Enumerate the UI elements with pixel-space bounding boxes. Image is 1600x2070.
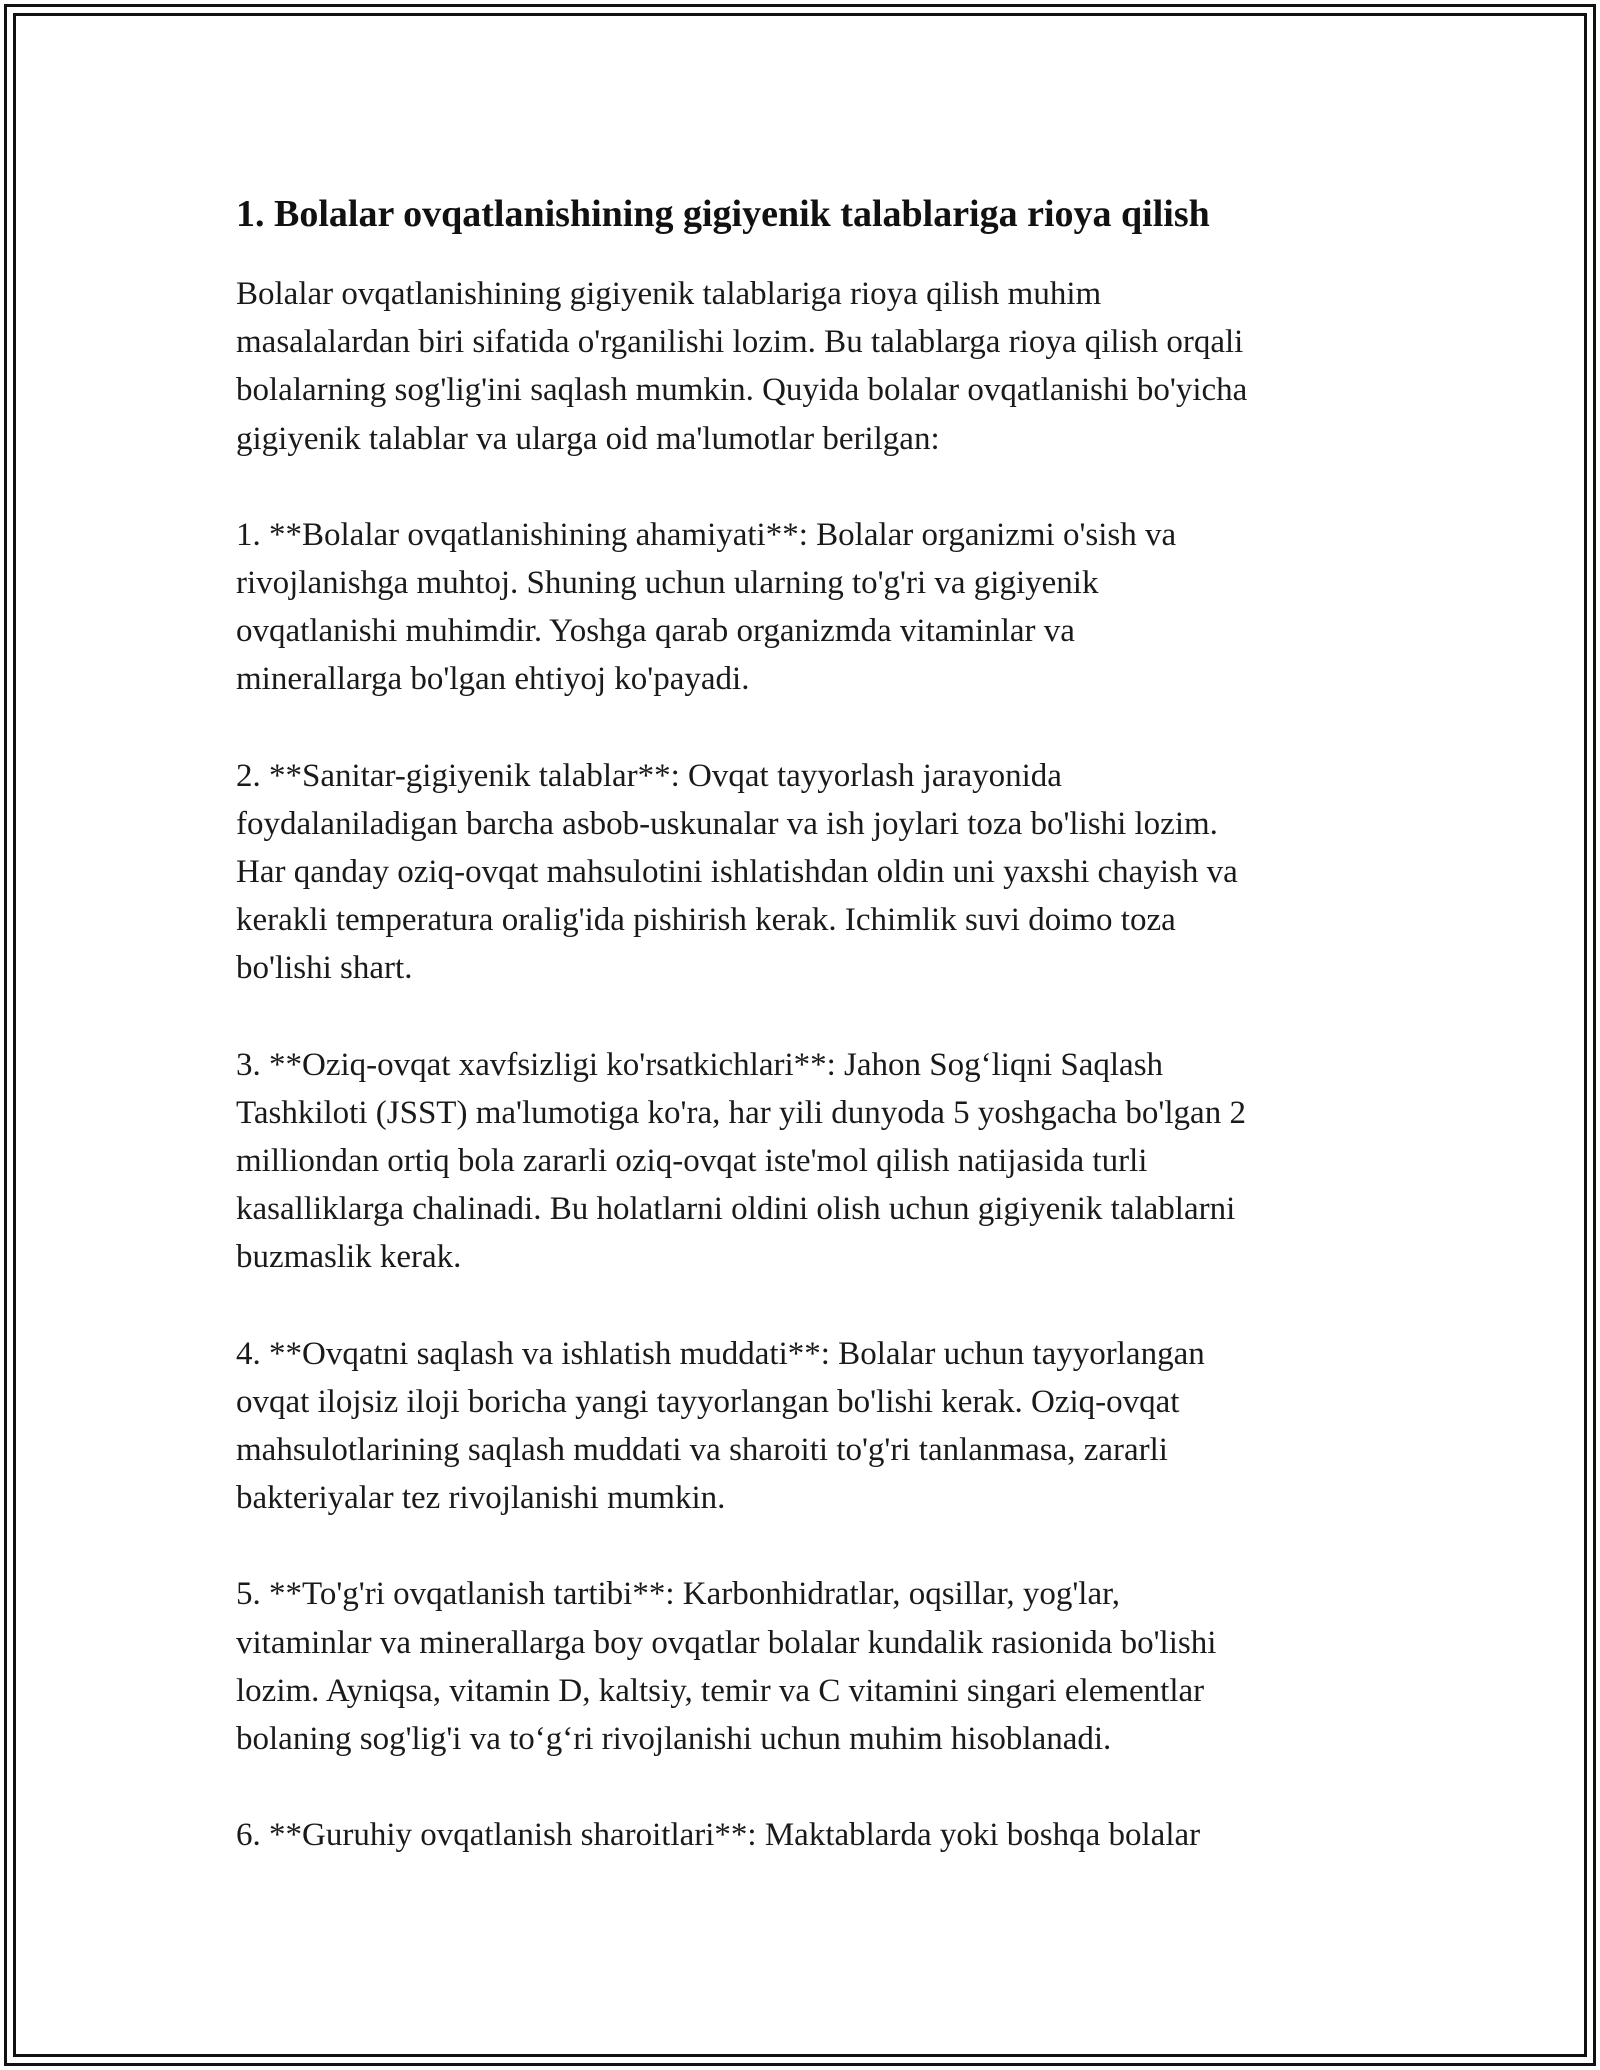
document-body	[236, 186, 1386, 1907]
item-5-paragraph: 5. **To'g'ri ovqatlanish tartibi**: Karbonhidratlar, oqsillar, yog'lar, vitaminlar va minerallarga boy ovqatlar bolalar kundalik rasionida bo'lishi lozim. Ayniqsa, vitamin D, kaltsiy, temir va C vitamini singari elementlar bolaning sog'lig'i va to‘g‘ri rivojlanishi uchun muhim hisoblanadi.	[236, 1576, 1217, 1758]
item-4-paragraph: 4. **Ovqatni saqlash va ishlatish muddati**: Bolalar uchun tayyorlangan ovqat ilojsiz iloji boricha yangi tayyorlangan bo'lishi kerak. Oziq-ovqat mahsulotlarining saqlash muddati va sharoiti to'g'ri tanlanmasa, zararli bakteriyalar tez rivojlanishi mumkin.	[236, 1335, 1205, 1517]
section-heading: 1. Bolalar ovqatlanishining gigiyenik talablariga rioya qilish	[236, 193, 1210, 235]
item-6-paragraph: 6. **Guruhiy ovqatlanish sharoitlari**: Maktablarda yoki boshqa bolalar	[236, 1817, 1201, 1854]
item-2-paragraph: 2. **Sanitar-gigiyenik talablar**: Ovqat tayyorlash jarayonida foydalaniladigan barcha asbob-uskunalar va ish joylari toza bo'lishi lozim. Har qanday oziq-ovqat mahsulotini ishlatishdan oldin uni yaxshi chayish va kerakli temperatura oralig'ida pishirish kerak. Ichimlik suvi doimo toza bo'lishi shart.	[236, 757, 1238, 987]
item-1-paragraph: 1. **Bolalar ovqatlanishining ahamiyati**: Bolalar organizmi o'sish va rivojlanishga muhtoj. Shuning uchun ularning to'g'ri va gigiyenik ovqatlanishi muhimdir. Yoshga qarab organizmda vitaminlar va minerallarga bo'lgan ehtiyoj ko'payadi.	[236, 516, 1177, 698]
intro-paragraph: Bolalar ovqatlanishining gigiyenik talablariga rioya qilish muhim masalalardan biri sifatida o'rganilishi lozim. Bu talablarga rioya qilish orqali bolalarning sog'lig'ini saqlash mumkin. Quyida bolalar ovqatlanishi bo'yicha gigiyenik talablar va ularga oid ma'lumotlar berilgan:	[236, 276, 1248, 457]
item-3-paragraph: 3. **Oziq-ovqat xavfsizligi ko'rsatkichlari**: Jahon Sog‘liqni Saqlash Tashkiloti (JSST) ma'lumotiga ko'ra, har yili dunyoda 5 yoshgacha bo'lgan 2 milliondan ortiq bola zararli oziq-ovqat iste'mol qilish natijasida turli kasalliklarga chalinadi. Bu holatlarni oldini olish uchun gigiyenik talablarni buzmaslik kerak.	[236, 1046, 1246, 1276]
